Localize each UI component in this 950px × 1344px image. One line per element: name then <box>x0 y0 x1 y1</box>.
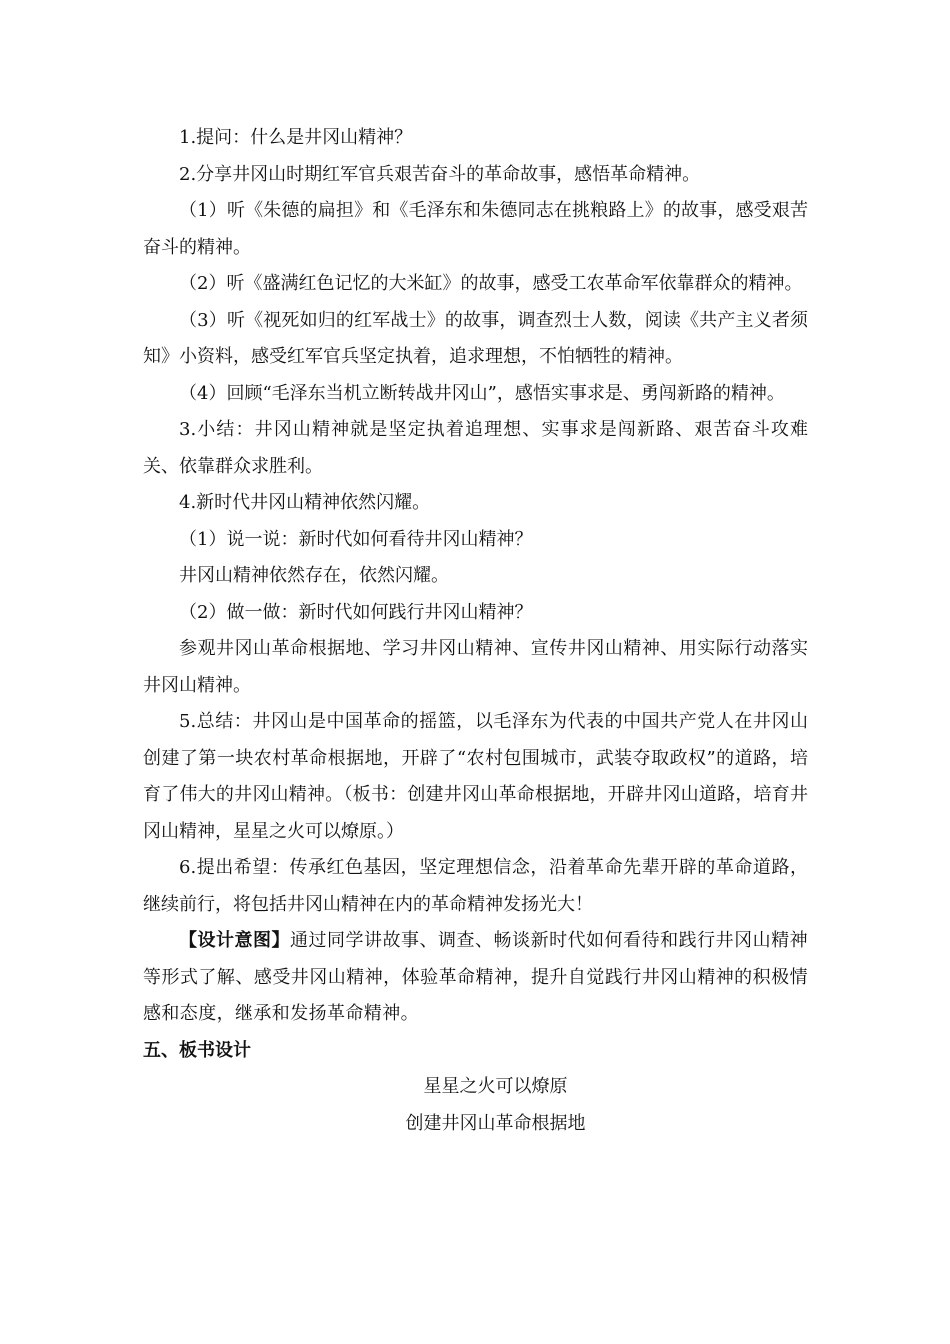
paragraph-do: （2）做一做：新时代如何践行井冈山精神？ <box>179 601 533 623</box>
document-body <box>143 120 808 1142</box>
board-line-1: 星星之火可以燎原 <box>423 1076 568 1097</box>
paragraph-story-4: （4）回顾“毛泽东当机立断转战井冈山”，感悟实事求是、勇闯新路的精神。 <box>179 382 785 404</box>
paragraph-hope: 6.提出希望：传承红色基因，坚定理想信念，沿着革命先辈开辟的革命道路，继续前行，将包括井冈山精神在内的革命精神发扬光大！ <box>143 857 808 915</box>
paragraph-summary: 3.小结：井冈山精神就是坚定执着追理想、实事求是闯新路、艰苦奋斗攻难关、依靠群众求胜利。 <box>143 419 808 477</box>
paragraph-conclusion: 5.总结：井冈山是中国革命的摇篮，以毛泽东为代表的中国共产党人在井冈山创建了第一块农村革命根据地，开辟了“农村包围城市，武装夺取政权”的道路，培育了伟大的井冈山精神。（板书：创建井冈山革命根据地，开辟井冈山道路，培育井冈山精神，星星之火可以燎原。） <box>143 711 808 842</box>
paragraph-question: 1.提问：什么是井冈山精神？ <box>179 127 413 148</box>
paragraph-share-stories: 2.分享井冈山时期红军官兵艰苦奋斗的革命故事，感悟革命精神。 <box>179 163 701 185</box>
design-intent-text: 通过同学讲故事、调查、畅谈新时代如何看待和践行井冈山精神等形式了解、感受井冈山精神，体验革命精神，提升自觉践行井冈山精神的积极情感和态度，继承和发扬革命精神。 <box>143 930 809 1024</box>
paragraph-story-2: （2）听《盛满红色记忆的大米缸》的故事，感受工农革命军依靠群众的精神。 <box>179 273 803 294</box>
paragraph-do-answer: 参观井冈山革命根据地、学习井冈山精神、宣传井冈山精神、用实际行动落实井冈山精神。 <box>143 638 808 696</box>
paragraph-story-3: （3）听《视死如归的红军战士》的故事，调查烈士人数，阅读《共产主义者须知》小资料，感受红军官兵坚定执着，追求理想，不怕牺牲的精神。 <box>143 309 808 367</box>
section-heading-board-design: 五、板书设计 <box>143 1039 251 1061</box>
board-line-2: 创建井冈山革命根据地 <box>405 1112 586 1134</box>
board-design <box>143 1069 808 1142</box>
paragraph-say-answer: 井冈山精神依然存在，依然闪耀。 <box>179 565 449 586</box>
paragraph-new-era: 4.新时代井冈山精神依然闪耀。 <box>179 492 431 513</box>
design-intent-label: 【设计意图】 <box>179 930 291 951</box>
design-intent-paragraph <box>143 923 808 1033</box>
paragraph-story-1: （1）听《朱德的扁担》和《毛泽东和朱德同志在挑粮路上》的故事，感受艰苦奋斗的精神。 <box>143 200 808 258</box>
paragraph-say: （1）说一说：新时代如何看待井冈山精神？ <box>179 528 533 550</box>
